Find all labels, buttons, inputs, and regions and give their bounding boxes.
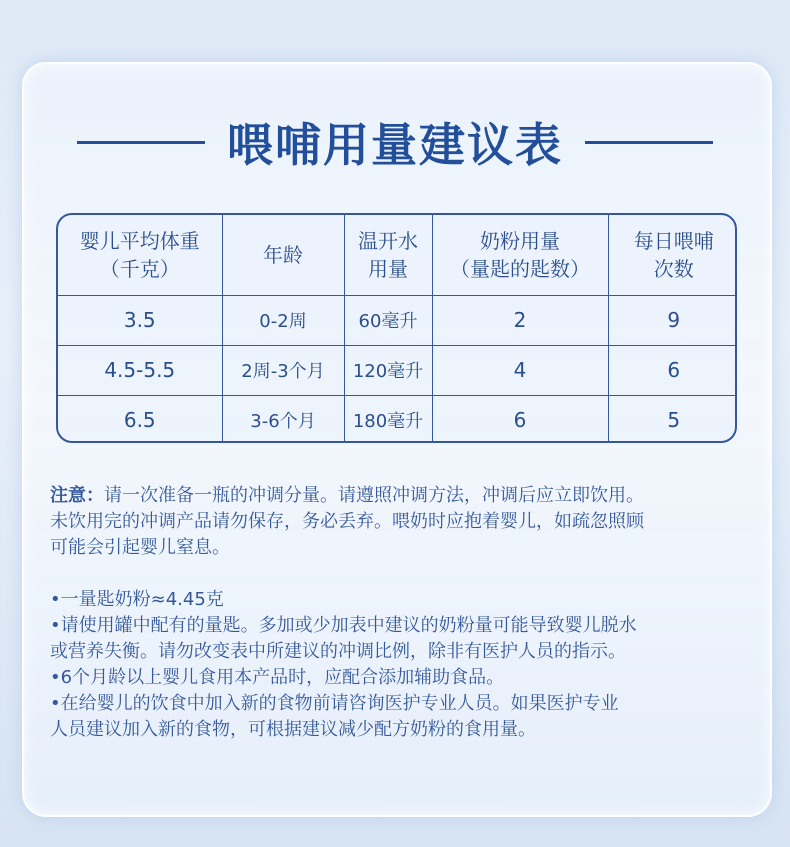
cell-weight: 4.5-5.5 [58, 345, 222, 395]
cell-powder: 6 [432, 395, 608, 443]
cell-weight: 6.5 [58, 395, 222, 443]
cell-weight: 3.5 [58, 295, 222, 345]
header-weight-line1: 婴儿平均体重 [79, 228, 200, 253]
bullet-list [50, 587, 750, 743]
header-weight [58, 215, 222, 295]
title-right-line [585, 141, 713, 144]
header-powder-line2: （量匙的匙数） [450, 256, 590, 281]
note-line-2: 未饮用完的冲调产品请勿保存，务必丢弃。喂奶时应抱着婴儿，如疏忽照顾 [50, 511, 644, 532]
header-feeds-line2: 次数 [653, 256, 694, 281]
bullet-item: •在给婴儿的饮食中加入新的食物前请咨询医护专业人员。如果医护专业 [50, 693, 619, 714]
bullet-item: •请使用罐中配有的量匙。多加或少加表中建议的奶粉量可能导致婴儿脱水 [50, 615, 637, 636]
header-water-line2: 用量 [368, 256, 408, 281]
bullet-item-continued: 或营养失衡。请勿改变表中所建议的冲调比例，除非有医护人员的指示。 [50, 641, 626, 662]
cell-age: 3-6个月 [222, 395, 344, 443]
bullet-item: •6个月龄以上婴儿食用本产品时，应配合添加辅助食品。 [50, 667, 505, 688]
cell-feeds: 6 [608, 345, 737, 395]
note-line-1 [50, 483, 750, 509]
note-label: 注意： [50, 485, 104, 506]
cell-water: 60毫升 [344, 295, 432, 345]
header-feeds-line1: 每日喂哺 [633, 228, 714, 253]
feeding-table [56, 213, 737, 443]
title-row [0, 112, 790, 172]
table-row [58, 395, 737, 443]
table-header-row [58, 215, 737, 295]
header-powder-line1: 奶粉用量 [480, 228, 560, 253]
header-powder [432, 215, 608, 295]
header-age-line1: 年龄 [263, 242, 303, 267]
note-text-1: 请一次准备一瓶的冲调分量。请遵照冲调方法，冲调后应立即饮用。 [104, 485, 644, 506]
note-line-3: 可能会引起婴儿窒息。 [50, 537, 230, 558]
table-row [58, 345, 737, 395]
cell-powder: 2 [432, 295, 608, 345]
cell-age: 0-2周 [222, 295, 344, 345]
cell-feeds: 5 [608, 395, 737, 443]
header-water-line1: 温开水 [358, 228, 418, 253]
cell-feeds: 9 [608, 295, 737, 345]
cell-water: 120毫升 [344, 345, 432, 395]
page-title: 喂哺用量建议表 [227, 118, 563, 172]
cell-age: 2周-3个月 [222, 345, 344, 395]
table-row [58, 295, 737, 345]
header-weight-line2: （千克） [99, 256, 180, 281]
notes-section [50, 483, 750, 743]
header-water [344, 215, 432, 295]
cell-water: 180毫升 [344, 395, 432, 443]
cell-powder: 4 [432, 345, 608, 395]
header-feeds [608, 215, 737, 295]
header-age [222, 215, 344, 295]
bullet-item: •一量匙奶粉≈4.45克 [50, 589, 224, 610]
title-left-line [77, 141, 205, 144]
bullet-item-continued: 人员建议加入新的食物，可根据建议减少配方奶粉的食用量。 [50, 719, 536, 740]
